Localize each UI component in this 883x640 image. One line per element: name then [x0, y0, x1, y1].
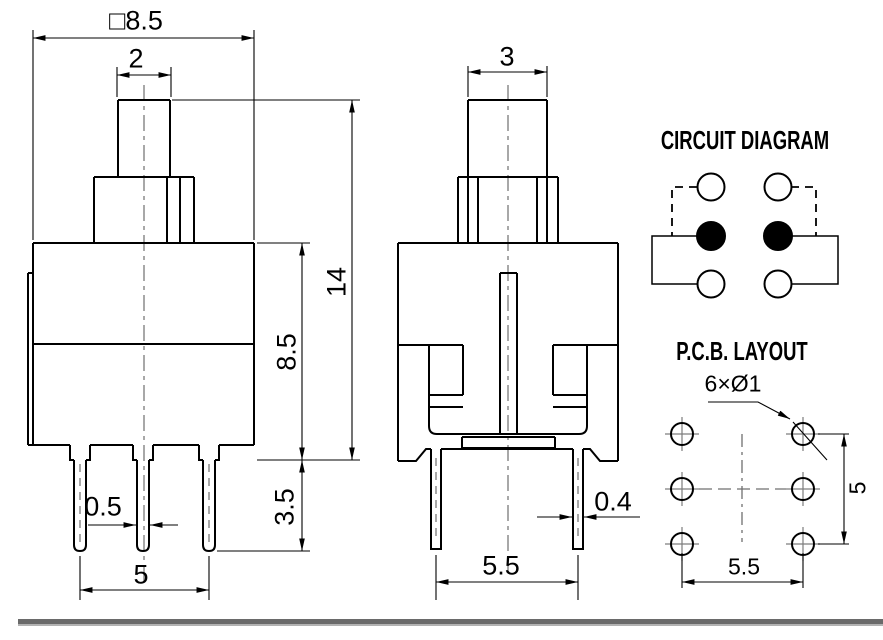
side-view-pin-centerlines: [436, 458, 578, 542]
front-view: [28, 30, 360, 600]
dim-plunger-width-side: 3: [499, 41, 515, 72]
circuit-solid-links: [652, 236, 838, 284]
footer-divider: [18, 619, 883, 626]
dim-pin-width: 0.5: [84, 491, 122, 522]
pcb-holes-label: 6×Ø1: [704, 370, 762, 397]
side-view-pins: [431, 449, 583, 549]
dim-plunger-width-front: 2: [128, 43, 144, 74]
circuit-contact-top-left: [698, 174, 725, 201]
footer-divider-bar-highlight: [18, 624, 883, 626]
circuit-dashed-links: [672, 187, 816, 236]
dim-pin-length: 3.5: [269, 488, 300, 526]
circuit-contact-mid-right: [764, 222, 792, 250]
front-view-body: [28, 243, 254, 460]
dim-overall-width: □8.5: [109, 5, 163, 36]
side-view-extension-lines: [436, 66, 578, 600]
footer-divider-bar: [18, 619, 883, 624]
circuit-contact-bottom-left: [698, 271, 725, 298]
circuit-diagram: [652, 174, 838, 298]
circuit-contact-top-right: [765, 174, 792, 201]
pcb-horizontal-pitch-label: 5.5: [728, 553, 760, 580]
circuit-contact-mid-left: [697, 222, 725, 250]
circuit-contact-bottom-right: [765, 271, 792, 298]
pcb-layout-title: P.C.B. LAYOUT: [676, 337, 808, 367]
side-view: [398, 66, 640, 600]
dim-body-height: 8.5: [271, 333, 302, 371]
dim-total-height: 14: [321, 266, 352, 298]
pcb-holes-leader: [708, 402, 790, 419]
pcb-vertical-pitch-label: 5: [844, 481, 871, 495]
front-view-extension-lines: [33, 30, 360, 600]
dim-pin-span-side: 5.5: [482, 550, 520, 581]
dim-pin-thickness: 0.4: [594, 486, 632, 517]
dim-pin-span-front: 5: [133, 559, 149, 590]
circuit-diagram-title: CIRCUIT DIAGRAM: [660, 126, 830, 156]
pcb-holes-leader-tail: [793, 422, 827, 460]
